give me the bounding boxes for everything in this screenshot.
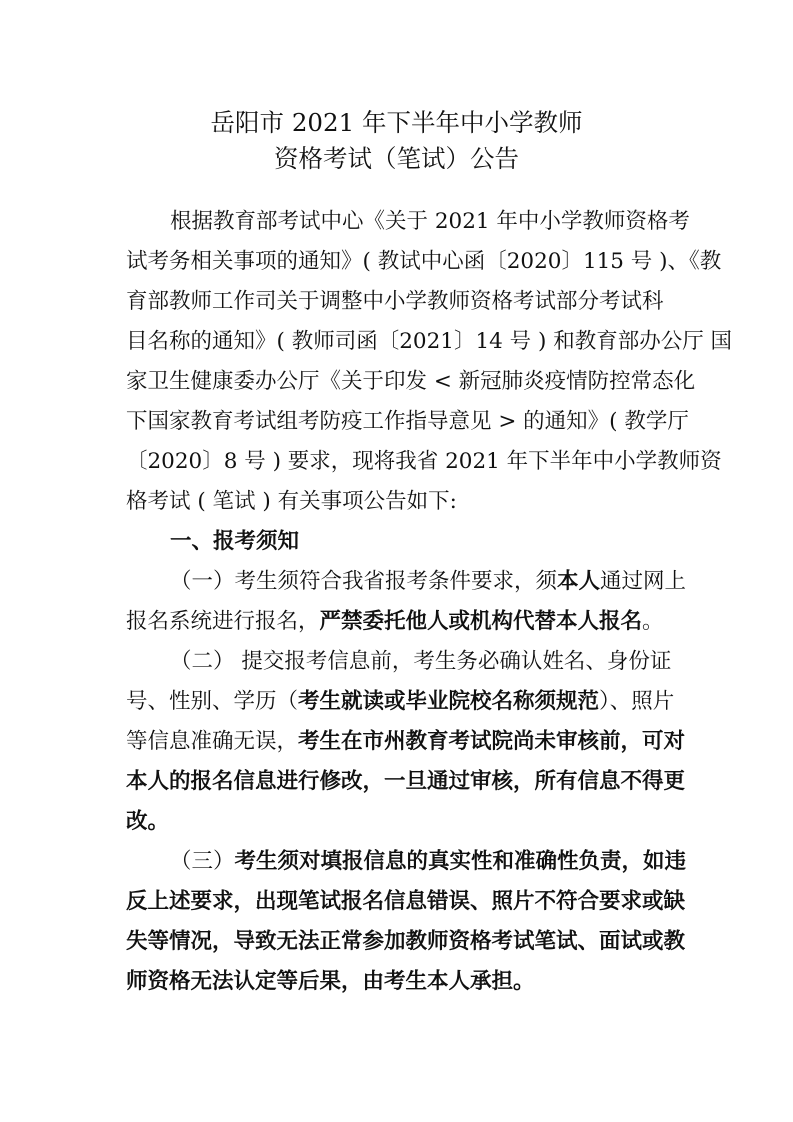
text-run: 通过网上: [600, 569, 687, 594]
intro-line: 格考试 ( 笔试 ) 有关事项公告如下:: [126, 489, 457, 514]
emphasis-text: 本人: [557, 569, 601, 594]
text-run: ）、照片: [599, 689, 675, 714]
item-2-line: 改。: [126, 809, 170, 834]
notice-title-line1: 岳阳市 2021 年下半年中小学教师: [210, 108, 583, 137]
item-3-line: 师资格无法认定等后果，由考生本人承担。: [126, 969, 535, 994]
item-1-line: [126, 608, 664, 636]
intro-line: 〔2020〕8 号 ) 要求，现将我省 2021 年下半年中小学教师资: [126, 449, 722, 474]
emphasis-text: 考生就读或毕业院校名称须规范: [298, 689, 600, 714]
text-run: 等信息准确无误，: [126, 729, 299, 754]
section-heading: 一、报考须知: [170, 529, 300, 554]
item-2-line: （二） 提交报考信息前，考生务必确认姓名、身份证: [170, 649, 672, 674]
item-3-line: [170, 848, 686, 876]
text-run: 。: [642, 609, 664, 634]
item-3-line: 反上述要求，出现笔试报名信息错误、照片不符合要求或缺: [126, 889, 686, 914]
text-run: （三）: [170, 849, 235, 874]
item-2-line: [126, 688, 674, 716]
item-2-line: 本人的报名信息进行修改，一旦通过审核，所有信息不得更: [126, 769, 686, 794]
emphasis-text: 考生须对填报信息的真实性和准确性负责，如违: [234, 849, 687, 874]
text-run: 报名系统进行报名，: [126, 609, 320, 634]
intro-line: 下国家教育考试组考防疫工作指导意见 > 的通知》( 教学厅: [126, 409, 689, 434]
item-3-line: 失等情况，导致无法正常参加教师资格考试笔试、面试或教: [126, 929, 686, 954]
item-1-line: [170, 568, 686, 596]
item-2-line: [126, 728, 685, 756]
emphasis-text: 严禁委托他人或机构代替本人报名: [319, 609, 643, 634]
intro-line: 根据教育部考试中心《关于 2021 年中小学教师资格考: [170, 209, 690, 234]
intro-line: 育部教师工作司关于调整中小学教师资格考试部分考试科: [126, 289, 664, 314]
intro-line: 家卫生健康委办公厅《关于印发 < 新冠肺炎疫情防控常态化: [126, 369, 696, 394]
intro-line: 目名称的通知》( 教师司函〔2021〕14 号 ) 和教育部办公厅 国: [126, 329, 733, 354]
text-run: 号、性别、学历（: [126, 689, 299, 714]
emphasis-text: 考生在市州教育考试院尚未审核前，可对: [298, 729, 686, 754]
text-run: （一）考生须符合我省报考条件要求，须: [170, 569, 558, 594]
notice-title-line2: 资格考试（笔试）公告: [274, 144, 519, 173]
intro-line: 试考务相关事项的通知》( 教试中心函〔2020〕115 号 )、《教: [126, 249, 722, 274]
